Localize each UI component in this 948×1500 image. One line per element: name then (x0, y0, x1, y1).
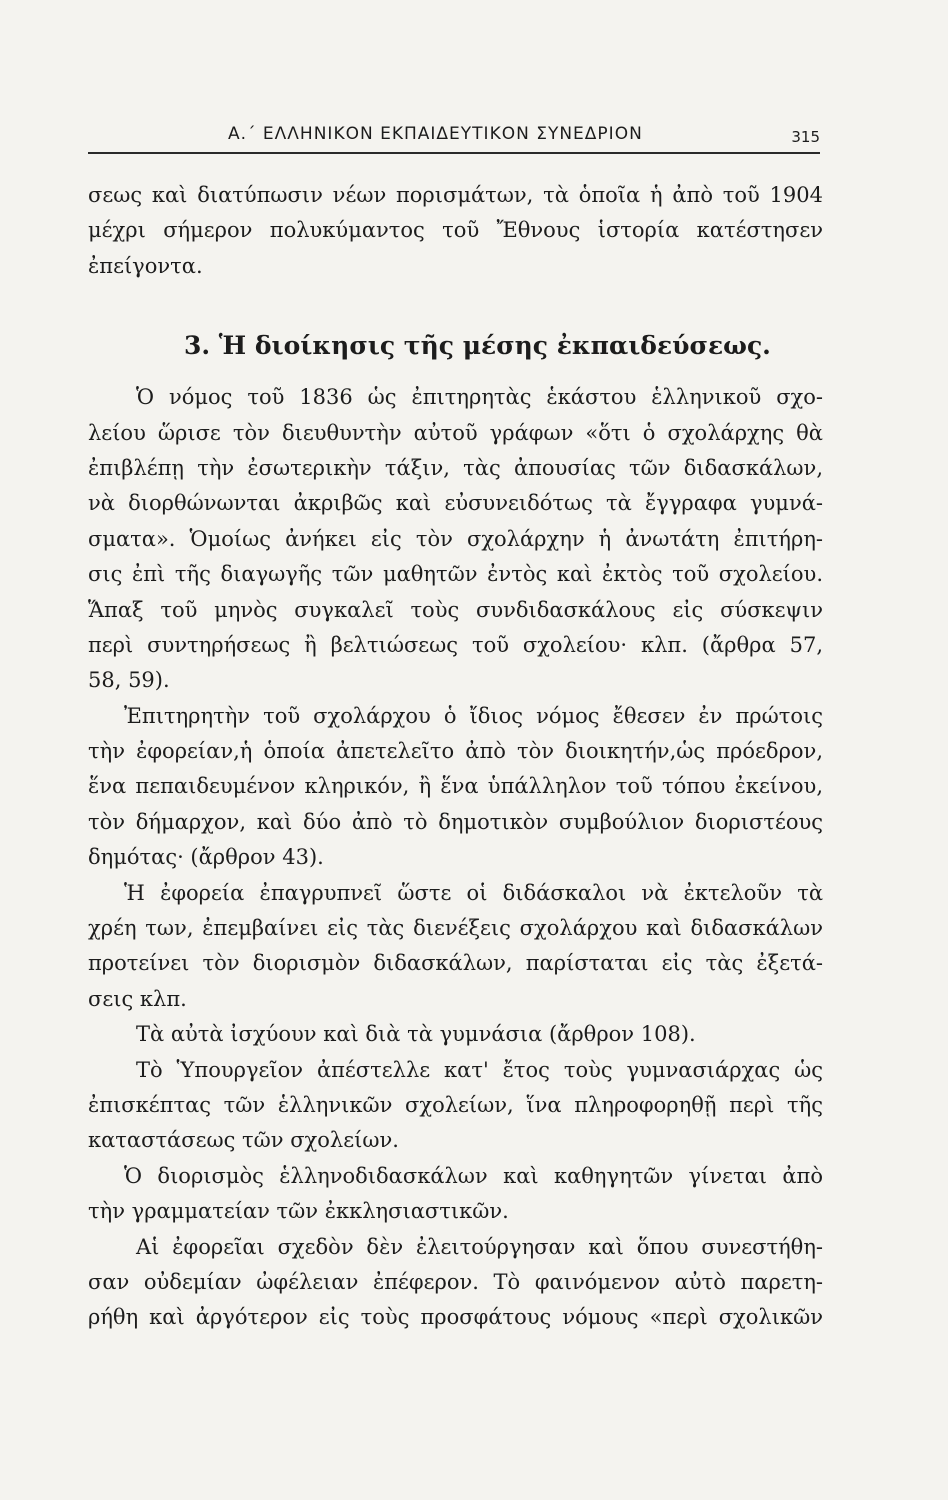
text-line: σματα». Ὁμοίως ἀνήκει εἰς τὸν σχολάρχην ἡ ἀνωτάτη ἐπιτήρη- (88, 526, 823, 551)
text-line: ἐπείγοντα. (88, 253, 203, 278)
section-heading: 3. Ἡ διοίκησις τῆς μέσης ἐκπαιδεύσεως. (184, 331, 771, 361)
text-line: μέχρι σήμερον πολυκύμαντος τοῦ Ἔθνους ἱστορία κατέστησεν (88, 218, 823, 243)
text-line: σεως καὶ διατύπωσιν νέων πορισμάτων, τὰ ὁποῖα ἡ ἀπὸ τοῦ 1904 (88, 183, 823, 207)
text-line: τὴν γραμματείαν τῶν ἐκκλησιαστικῶν. (88, 1199, 509, 1224)
text-line: τὸν δήμαρχον, καὶ δύο ἀπὸ τὸ δημοτικὸν συμβούλιον διοριστέους (88, 809, 823, 834)
text-line: Ἐπιτηρητὴν τοῦ σχολάρχου ὁ ἴδιος νόμος ἔθεσεν ἐν πρώτοις (124, 703, 823, 728)
text-line: Ἡ ἐφορεία ἐπαγρυπνεῖ ὥστε οἱ διδάσκαλοι νὰ ἐκτελοῦν τὰ (124, 880, 823, 905)
text-line: Ἅπαξ τοῦ μηνὸς συγκαλεῖ τοὺς συνδιδασκάλους εἰς σύσκεψιν (88, 597, 823, 622)
text-line: ἐπιβλέπῃ τὴν ἐσωτερικὴν τάξιν, τὰς ἀπουσίας τῶν διδασκάλων, (88, 455, 823, 480)
text-line: ἐπισκέπτας τῶν ἑλληνικῶν σχολείων, ἵνα πληροφορηθῇ περὶ τῆς (88, 1092, 823, 1117)
running-title: Α.΄ ΕΛΛΗΝΙΚΟΝ ΕΚΠΑΙΔΕΥΤΙΚΟΝ ΣΥΝΕΔΡΙΟΝ (228, 124, 643, 144)
text-line: σις ἐπὶ τῆς διαγωγῆς τῶν μαθητῶν ἐντὸς καὶ ἐκτὸς τοῦ σχολείου. (88, 562, 823, 587)
text-line: ρήθη καὶ ἀργότερον εἰς τοὺς προσφάτους νόμους «περὶ σχολικῶν (88, 1305, 823, 1330)
text-line: Ὁ διορισμὸς ἑλληνοδιδασκάλων καὶ καθηγητῶν γίνεται ἀπὸ (124, 1163, 823, 1188)
text-line: νὰ διορθώνωνται ἀκριβῶς καὶ εὐσυνειδότως τὰ ἔγγραφα γυμνά- (88, 491, 823, 516)
text-line: καταστάσεως τῶν σχολείων. (88, 1128, 399, 1153)
text-line: σεις κλπ. (88, 986, 187, 1011)
text-line: σαν οὐδεμίαν ὠφέλειαν ἐπέφερον. Τὸ φαινόμενον αὐτὸ παρετη- (88, 1269, 823, 1294)
text-line: Ὁ νόμος τοῦ 1836 ὡς ἐπιτηρητὰς ἑκάστου ἑλληνικοῦ σχο- (136, 385, 823, 410)
text-line: 58, 59). (88, 668, 170, 693)
text-line: χρέη των, ἐπεμβαίνει εἰς τὰς διενέξεις σχολάρχου καὶ διδασκάλων (88, 916, 823, 941)
text-line: Τὰ αὐτὰ ἰσχύουν καὶ διὰ τὰ γυμνάσια (ἄρθρον 108). (136, 1022, 696, 1047)
text-line: τὴν ἐφορείαν,ἡ ὁποία ἀπετελεῖτο ἀπὸ τὸν διοικητήν,ὡς πρόεδρον, (88, 739, 823, 764)
running-header (88, 122, 820, 154)
text-line: περὶ συντηρήσεως ἢ βελτιώσεως τοῦ σχολείου· κλπ. (ἄρθρα 57, (88, 632, 823, 657)
text-line: Τὸ Ὑπουργεῖον ἀπέστελλε κατ' ἔτος τοὺς γυμνασιάρχας ὡς (136, 1057, 823, 1082)
text-line: λείου ὥρισε τὸν διευθυντὴν αὐτοῦ γράφων «ὅτι ὁ σχολάρχης θὰ (88, 420, 823, 445)
text-line: Αἱ ἐφορεῖαι σχεδὸν δὲν ἐλειτούργησαν καὶ ὅπου συνεστήθη- (136, 1234, 823, 1259)
page-body (88, 178, 823, 1336)
text-line: ἕνα πεπαιδευμένον κληρικόν, ἢ ἕνα ὑπάλληλον τοῦ τόπου ἐκείνου, (88, 774, 823, 799)
text-line: προτείνει τὸν διορισμὸν διδασκάλων, παρίσταται εἰς τὰς ἐξετά- (88, 951, 823, 976)
text-line: δημότας· (ἄρθρον 43). (88, 845, 324, 870)
page-number: 315 (791, 128, 820, 146)
